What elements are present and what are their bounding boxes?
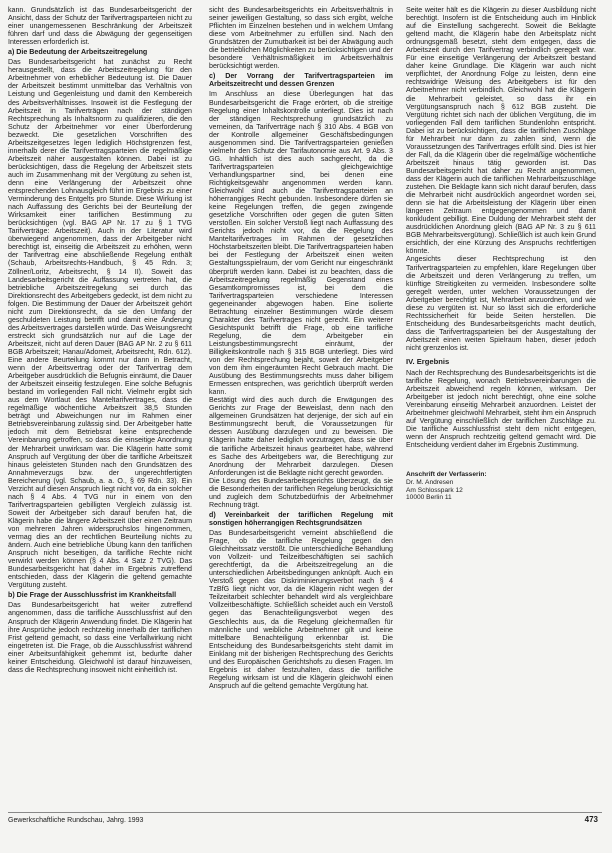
paragraph: Die Lösung des Bundesarbeitsgerichts überzeugt, da sie die Besonderheiten der tariflichen Regelung berücksichtigt und zugleich dem Schutzbedürfnis der Arbeitnehmer Rechnung trägt.	[209, 476, 393, 509]
section-heading: d) Vereinbarkeit der tariflichen Regelung mit sonstigen höherrangigen Rechtsgrundsätzen	[209, 510, 393, 527]
section-heading: b) Die Frage der Ausschlussfrist im Krankheitsfall	[8, 591, 177, 600]
paragraph: Das Bundesarbeitsgericht hat zunächst zu Recht herausgestellt, dass die Arbeitszeitregelung für den Arbeitnehmer von erheblicher Bedeutung ist. Die Dauer der Arbeitszeit bestimmt unmittelbar das Verhältnis von Leistung und Gegenleistung und damit den Kernbereich des Arbeitsverhältnisses. Insoweit ist die Festlegung der Arbeitszeit in Tarifverträgen nach der ständigen Rechtsprechung als Inhaltsnorm zu qualifizieren, die den Schutz der Arbeitnehmer vor einer Überforderung bezweckt. Die gesetzlichen Vorschriften des Arbeitszeitgesetzes legen lediglich Höchstgrenzen fest, innerhalb derer die Tarifvertragsparteien die regelmäßige Arbeitszeit näher ausgestalten können. Dabei ist zu berücksichtigen, dass die Regelung der Arbeitszeit stets auch im Zusammenhang mit der Vergütung zu sehen ist, denn eine Verlängerung der Arbeitszeit ohne entsprechenden Lohnausgleich führt im Ergebnis zu einer Verminderung des Entgelts pro Stunde. Diese Wirkung ist nach Auffassung des Gerichts bei der Beurteilung der Wirksamkeit einer tariflichen Bestimmung zu berücksichtigen (vgl. BAG AP Nr. 17 zu § 1 TVG Tarifverträge: Arbeitszeit). Auch in der Literatur wird überwiegend angenommen, dass der Arbeitgeber nicht berechtigt ist, einseitig die Arbeitszeit zu erhöhen, wenn der Tarifvertrag eine abschließende Regelung enthält (Schaub, Arbeitsrechts-Handbuch, § 45 Rdn. 3; Zöllner/Loritz, Arbeitsrecht, § 14 II). Soweit das Landesarbeitsgericht die Auffassung vertreten hat, die betriebliche Arbeitszeitregelung sei durch das Direktionsrecht des Arbeitgebers gedeckt, ist dem nicht zu folgen. Die Bestimmung der Dauer der Arbeitszeit gehört nicht zum Direktionsrecht, da sie den Umfang der geschuldeten Leistung betrifft und damit eine Änderung des Arbeitsvertrages darstellen würde. Das Weisungsrecht erstreckt sich grundsätzlich nur auf die Lage der Arbeitszeit, nicht auf deren Dauer (BAG AP Nr. 2 zu § 611 BGB Arbeitszeit; Hanau/Adomeit, Arbeitsrecht, Rdn. 612). Eine andere Beurteilung kommt nur dann in Betracht, wenn der Arbeitsvertrag oder der Tarifvertrag dem Arbeitgeber ausdrücklich die Befugnis einräumt, die Dauer der Arbeitszeit einseitig festzulegen. Eine solche Befugnis bestand im vorliegenden Fall nicht. Vielmehr ergibt sich aus dem Wortlaut des Manteltarifvertrages, dass die regelmäßige wöchentliche Arbeitszeit 38,5 Stunden beträgt und Abweichungen nur im Rahmen einer Betriebsvereinbarung zulässig sind. Der Arbeitgeber hatte jedoch mit dem Betriebsrat keine entsprechende Vereinbarung getroffen, so dass die einseitige Anordnung der Mehrarbeit unwirksam war. Die Klägerin hatte somit Anspruch auf Vergütung der über die tarifliche Arbeitszeit hinaus geleisteten Stunden nach den Grundsätzen des Annahmeverzugs bzw. der ungerechtfertigten Bereicherung (vgl. Schaub, a. a. O., § 69 Rdn. 33). Ein Verzicht auf diesen Anspruch liegt nicht vor, da ein solcher nach § 4 Abs. 4 TVG nur in einem von den Tarifvertragsparteien gebilligten Vergleich zulässig ist. Soweit der Arbeitgeber sich darauf berufen hat, die Klägerin habe die längere Arbeitszeit über einen Zeitraum von mehreren Jahren widerspruchslos hingenommen, vermag dies an der rechtlichen Beurteilung nichts zu ändern. Auch eine betriebliche Übung kann den tariflichen Anspruch nicht beseitigen, da tarifliche Rechte nicht verwirkt werden können (§ 4 Abs. 4 Satz 2 TVG). Das Bundesarbeitsgericht hat daher im Ergebnis zutreffend entschieden, dass der Klägerin die geltend gemachte Vergütung zusteht.	[8, 58, 192, 590]
paragraph: Das Bundesarbeitsgericht verneint abschließend die Frage, ob die tarifliche Regelung gegen den Gleichheitssatz verstößt. Die unterschiedliche Behandlung von Vollzeit- und Teilzeitbeschäftigten sei sachlich gerechtfertigt, da die Arbeitszeitregelung an die unterschiedlichen Arbeitsbedingungen anknüpft. Auch ein Verstoß gegen das Diskriminierungsverbot nach § 4 TzBfG liegt nicht vor, da die Klägerin nicht wegen der Teilzeitarbeit schlechter behandelt wird als vergleichbare Vollzeitbeschäftigte. Schließlich scheidet auch ein Verstoß gegen das Benachteiligungsverbot wegen des Geschlechts aus, da die Regelung gleichermaßen für männliche und weibliche Arbeitnehmer gilt und keine mittelbare Benachteiligung erkennbar ist. Die Entscheidung des Bundesarbeitsgerichts steht damit im Einklang mit der bisherigen Rechtsprechung des Gerichts und des Europäischen Gerichtshofs zu diesen Fragen. Im Ergebnis ist daher festzuhalten, dass die tarifliche Regelung wirksam ist und die Klägerin gleichwohl einen Anspruch auf die geltend gemachte Vergütung hat.	[209, 529, 393, 690]
paragraph: Das Bundesarbeitsgericht hat weiter zutreffend angenommen, dass die tarifliche Ausschlussfrist auf den Anspruch der Klägerin Anwendung findet. Die Klägerin hat ihre Ansprüche jedoch rechtzeitig innerhalb der tariflichen Frist geltend gemacht, so dass eine Verfallwirkung nicht eingetreten ist. Die Frage, ob die Ausschlussfrist während einer Arbeitsunfähigkeit gehemmt ist, bedurfte daher keiner Entscheidung. Gleichwohl ist darauf hinzuweisen, dass die Rechtsprechung insoweit nicht einheitlich ist.	[8, 601, 192, 674]
paragraph: Angesichts dieser Rechtsprechung ist den Tarifvertragsparteien zu empfehlen, klare Regelungen über die Arbeitszeit und deren Verlängerung zu treffen, um künftige Streitigkeiten zu vermeiden. Insbesondere sollte geregelt werden, unter welchen Voraussetzungen der Arbeitgeber berechtigt ist, Mehrarbeit anzuordnen, und wie diese zu vergüten ist. Nur so lässt sich die erforderliche Rechtssicherheit für beide Seiten herstellen. Die Entscheidung des Bundesarbeitsgerichts macht deutlich, dass die Tarifvertragsparteien bei der Ausgestaltung der Arbeitszeit einen weiten Spielraum haben, dieser jedoch nicht grenzenlos ist.	[406, 255, 596, 352]
page-number: 473	[584, 815, 598, 824]
footer-divider	[8, 812, 602, 813]
text-column-right	[406, 6, 596, 811]
paragraph: Seite weiter hält es die Klägerin zu dieser Ausbildung nicht berechtigt. Insofern ist die Entscheidung auch im Hinblick auf die Einstellung sachgerecht. Soweit die Beklagte geltend macht, die Klägerin habe den Arbeitsplatz nicht ordnungsgemäß besetzt, steht dem entgegen, dass die Arbeitszeit durch den Tarifvertrag verbindlich geregelt war. Für eine einseitige Verlängerung der Arbeitszeit bestand daher keine Grundlage. Die Klägerin war auch nicht verpflichtet, der Anordnung Folge zu leisten, denn eine rechtswidrige Weisung des Arbeitgebers ist für den Arbeitnehmer nicht verbindlich. Gleichwohl hat die Klägerin die Mehrarbeit geleistet, so dass ihr ein Vergütungsanspruch nach § 612 BGB zusteht. Die Vergütung richtet sich nach der üblichen Vergütung, die im vorliegenden Fall dem tariflichen Stundenlohn entspricht. Dabei ist zu berücksichtigen, dass die tariflichen Zuschläge für Mehrarbeit nur dann zu zahlen sind, wenn die Voraussetzungen des Tarifvertrages erfüllt sind. Dies ist hier der Fall, da die Klägerin über die regelmäßige wöchentliche Arbeitszeit hinaus tätig geworden ist. Das Bundesarbeitsgericht hat daher zu Recht angenommen, dass der Klägerin auch die tariflichen Mehrarbeitszuschläge zustehen. Die Beklagte kann sich nicht darauf berufen, dass die Mehrarbeit nicht ausdrücklich angeordnet worden sei, denn sie hat die Arbeitsleistung der Klägerin über einen längeren Zeitraum entgegengenommen und damit konkludent gebilligt. Eine Duldung der Mehrarbeit steht der ausdrücklichen Anordnung gleich (BAG AP Nr. 3 zu § 611 BGB Mehrarbeitsvergütung). Schließlich ist auch kein Grund ersichtlich, der eine Kürzung des Anspruchs rechtfertigen könnte.	[406, 6, 596, 256]
journal-citation: Gewerkschaftliche Rundschau, Jahrg. 1993	[8, 817, 144, 824]
section-heading-result: IV. Ergebnis	[406, 357, 450, 367]
paragraph: Im Anschluss an diese Überlegungen hat das Bundesarbeitsgericht die Frage erörtert, ob die streitige Regelung einer Inhaltskontrolle unterliegt. Dies ist nach der ständigen Rechtsprechung grundsätzlich zu verneinen, da Tarifverträge nach § 310 Abs. 4 BGB von der Kontrolle allgemeiner Geschäftsbedingungen ausgenommen sind. Die Tarifvertragsparteien genießen vielmehr den Schutz der Tarifautonomie aus Art. 9 Abs. 3 GG. Inhaltlich ist dies auch sachgerecht, da die Tarifvertragsparteien gleichgewichtige Verhandlungspartner sind, bei denen eine Richtigkeitsgewähr angenommen werden kann. Gleichwohl sind auch die Tarifvertragsparteien an höherrangiges Recht gebunden. Insbesondere dürfen sie keine Regelungen treffen, die gegen zwingende gesetzliche Vorschriften oder gegen die guten Sitten verstoßen. Ein solcher Verstoß liegt nach Auffassung des Gerichts jedoch nicht vor, da die Regelung des Manteltarifvertrages im Rahmen der gesetzlichen Höchstarbeitszeiten bleibt. Die Tarifvertragsparteien haben bei der Festlegung der Arbeitszeit einen weiten Gestaltungsspielraum, der vom Gericht nur eingeschränkt überprüft werden kann. Dabei ist zu beachten, dass die Arbeitszeitregelung regelmäßig Gegenstand eines Gesamtkompromisses ist, bei dem die Tarifvertragsparteien verschiedene Interessen gegeneinander abgewogen haben. Eine isolierte Betrachtung einzelner Bestimmungen würde diesem Charakter des Tarifvertrages nicht gerecht. Ein weiterer Gesichtspunkt betrifft die Frage, ob eine tarifliche Regelung, die dem Arbeitgeber ein Leistungsbestimmungsrecht einräumt, der Billigkeitskontrolle nach § 315 BGB unterliegt. Dies wird von der Rechtsprechung bejaht, soweit der Arbeitgeber von dem ihm eingeräumten Recht Gebrauch macht. Die Ausübung des Bestimmungsrechts muss daher billigem Ermessen entsprechen, was gerichtlich überprüft werden kann.	[209, 90, 393, 397]
paragraph: Nach der Rechtsprechung des Bundesarbeitsgerichts ist die tarifliche Regelung, wonach Betriebsvereinbarungen die Arbeitszeit abweichend regeln können, wirksam. Der Arbeitgeber ist jedoch nicht berechtigt, ohne eine solche Vereinbarung einseitig Mehrarbeit anzuordnen. Leistet der Arbeitnehmer gleichwohl Mehrarbeit, steht ihm ein Anspruch auf Vergütung einschließlich der tariflichen Zuschläge zu. Die tarifliche Ausschlussfrist steht dem nicht entgegen, wenn der Anspruch rechtzeitig geltend gemacht wird. Die Entscheidung verdient daher im Ergebnis Zustimmung.	[406, 369, 596, 450]
text-column-left	[8, 6, 192, 811]
paragraph: sicht des Bundesarbeitsgerichts ein Arbeitsverhältnis in seiner jeweiligen Gestaltung, so dass sich ergibt, welche Pflichten im Einzelnen bestehen und in welchem Umfang diese vom Arbeitnehmer zu erfüllen sind. Nach den Grundsätzen der Zumutbarkeit ist bei der Abwägung auch die betrieblichen Möglichkeiten zu berücksichtigen und der besondere Verhältnismäßigkeit im Arbeitsverhältnis berücksichtigt werden.	[209, 6, 393, 71]
author-address	[406, 471, 596, 501]
text-column-middle	[209, 6, 393, 811]
page-footer	[8, 815, 604, 829]
paragraph: kann. Grundsätzlich ist das Bundesarbeitsgericht der Ansicht, dass der Schutz der Tarifvertragsparteien nicht zu einer unangemessenen Beschränkung der Arbeitszeit führen darf und dass die Abwägung der gegenseitigen Interessen erforderlich ist.	[8, 6, 192, 47]
author-city: 10000 Berlin 11	[406, 494, 452, 502]
author-address-heading: Anschrift der Verfasserin:	[406, 471, 487, 479]
section-heading: a) Die Bedeutung der Arbeitszeitregelung	[8, 48, 148, 57]
author-name: Dr. M. Andresen	[406, 479, 454, 487]
section-heading: c) Der Vorrang der Tarifvertragsparteien im Arbeitszeitrecht und dessen Grenzen	[209, 72, 393, 89]
author-street: Am Schlosspark 12	[406, 486, 463, 494]
paragraph: Bestätigt wird dies auch durch die Erwägungen des Gerichts zur Frage der Beweislast, denn nach den allgemeinen Grundsätzen hat derjenige, der sich auf ein Bestimmungsrecht beruft, die Voraussetzungen für dessen Ausübung darzulegen und zu beweisen. Die Klägerin hatte daher lediglich vorzutragen, dass sie über die tarifliche Arbeitszeit hinaus gearbeitet habe, während es Sache des Arbeitgebers war, die Berechtigung zur Anordnung der Mehrarbeit darzulegen. Diesen Anforderungen ist die Beklagte nicht gerecht geworden.	[209, 396, 393, 477]
